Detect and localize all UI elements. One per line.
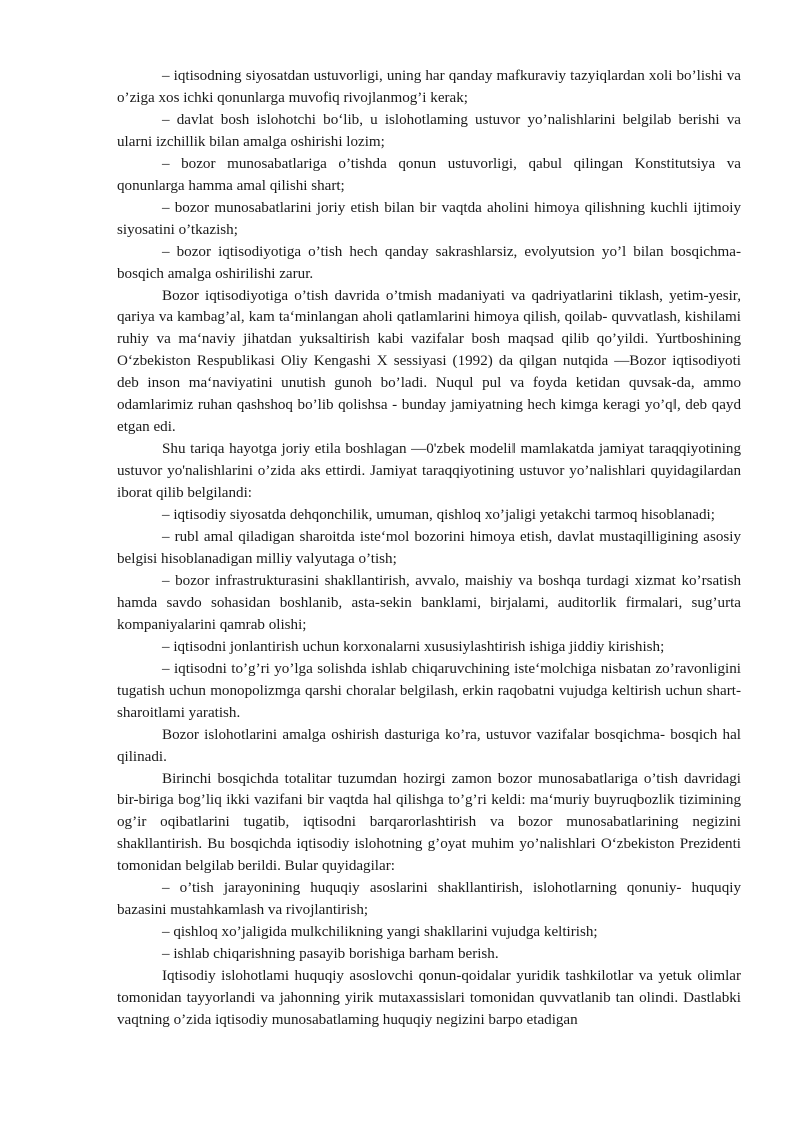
bullet-paragraph: – bozor munosabatlariga o’tishda qonun ustuvorligi, qabul qilingan Konstitutsiya va qonunlarga hamma amal qilishi shart; bbox=[117, 155, 741, 194]
bullet-paragraph: – iqtisodni to’g’ri yo’lga solishda ishlab chiqaruvchining iste‘molchiga nisbatan zo’ravonligini tugatish uchun monopolizmga qarshi choralar belgilash, erkin raqobatni vujudga keltirish uchun shart-sharoitlami yaratish. bbox=[117, 660, 741, 721]
bullet-paragraph: – iqtisodning siyosatdan ustuvorligi, uning har qanday mafkuraviy tazyiqlardan xoli bo’lishi va o’ziga xos ichki qonunlarga muvofiq rivojlanmog’i kerak; bbox=[117, 68, 741, 106]
bullet-paragraph: – rubl amal qiladigan sharoitda iste‘mol bozorini himoya etish, davlat mustaqilligining asosiy belgisi hisoblanadigan milliy valyutaga o’tish; bbox=[117, 529, 741, 567]
bullet-paragraph: – iqtisodiy siyosatda dehqonchilik, umuman, qishloq xo’jaligi yetakchi tarmoq hisoblanadi; bbox=[162, 507, 715, 524]
bullet-paragraph: – bozor munosabatlarini joriy etish bilan bir vaqtda aholini himoya qilishning kuchli ijtimoiy siyosatini o’tkazish; bbox=[117, 199, 741, 238]
body-paragraph: Shu tariqa hayotga joriy etila boshlagan ―0'zbek modeli‖ mamlakatda jamiyat taraqqiyotining ustuvor yo'nalishlarini o’zida aks ettirdi. Jamiyat taraqqiyotining ustuvor yo’nalishlari quyidagilardan iborat qilib belgilandi: bbox=[117, 441, 741, 502]
body-paragraph: Bozor islohotlarini amalga oshirish dasturiga ko’ra, ustuvor vazifalar bosqichma- bosqich hal qilinadi. bbox=[117, 726, 741, 765]
document-page bbox=[117, 66, 741, 1032]
bullet-paragraph: – ishlab chiqarishning pasayib borishiga barham berish. bbox=[162, 946, 499, 963]
bullet-paragraph: – iqtisodni jonlantirish uchun korxonalarni xususiylashtirish ishiga jiddiy kirishish; bbox=[162, 638, 665, 655]
body-paragraph: Bozor iqtisodiyotiga o’tish davrida o’tmish madaniyati va qadriyatlarini tiklash, yetim-yesir, qariya va kambag’al, kam ta‘minlangan aholi qatlamlarini himoya qilish, qoilab- quvvatlash, kishilami ruhiy va ma‘naviy jihatdan yuksaltirish kabi vazifalar bosh maqsad qilib qo’yildi. Yurtboshining O‘zbekiston Respublikasi Oliy Kengashi X sessiyasi (1992) da qilgan nutqida ―Bozor iqtisodiyoti deb inson ma‘naviyatini unutish gunoh bo’ladi. Nuqul pul va foyda ketidan quvsak-da, ammo odamlarimiz ruhan qashshoq bo’lib qolishsa - bunday jamiyatning hech kimga keragi yo’q‖, deb qayd etgan edi. bbox=[117, 287, 741, 436]
bullet-paragraph: – bozor infrastrukturasini shakllantirish, avvalo, maishiy va boshqa turdagi xizmat ko’rsatish hamda savdo sohasidan boshlanib, asta-sekin banklami, birjalami, auditorlik firmalari, sug’urta kompaniyalarini qamrab olishi; bbox=[117, 572, 741, 633]
body-paragraph: Iqtisodiy islohotlami huquqiy asoslovchi qonun-qoidalar yuridik tashkilotlar va yetuk olimlar tomonidan tayyorlandi va jahonning yirik mutaxassislari tomonidan quvvatlanib tan olindi. Dastlabki vaqtning o’zida iqtisodiy munosabatlaming huquqiy negizini barpo etadigan bbox=[117, 968, 741, 1028]
bullet-paragraph: – o’tish jarayonining huquqiy asoslarini shakllantirish, islohotlarning qonuniy- huquqiy bazasini mustahkamlash va rivojlantirish; bbox=[117, 880, 741, 919]
bullet-paragraph: – davlat bosh islohotchi bo‘lib, u islohotlaming ustuvor yo’nalishlarini belgilab berishi va ularni izchillik bilan amalga oshirishi lozim; bbox=[117, 111, 741, 150]
bullet-paragraph: – qishloq xo’jaligida mulkchilikning yangi shakllarini vujudga keltirish; bbox=[162, 924, 598, 941]
bullet-paragraph: – bozor iqtisodiyotiga o’tish hech qanday sakrashlarsiz, evolyutsion yo’l bilan bosqichma-bosqich amalga oshirilishi zarur. bbox=[117, 243, 741, 282]
body-paragraph: Birinchi bosqichda totalitar tuzumdan hozirgi zamon bozor munosabatlariga o’tish davridagi bir-biriga bog’liq ikki vazifani bir vaqtda hal qilishga to’g’ri keldi: ma‘muriy buyruqbozlik tizimining og’ir oqibatlarini tugatib, iqtisodni barqarorlashtirish va bozor munosabatlarining negizini shakllantirish. Bu bosqichda iqtisodiy islohotning g’oyat muhim yo’nalishlari O‘zbekiston Prezidenti tomonidan belgilab berildi. Bular quyidagilar: bbox=[117, 770, 741, 875]
